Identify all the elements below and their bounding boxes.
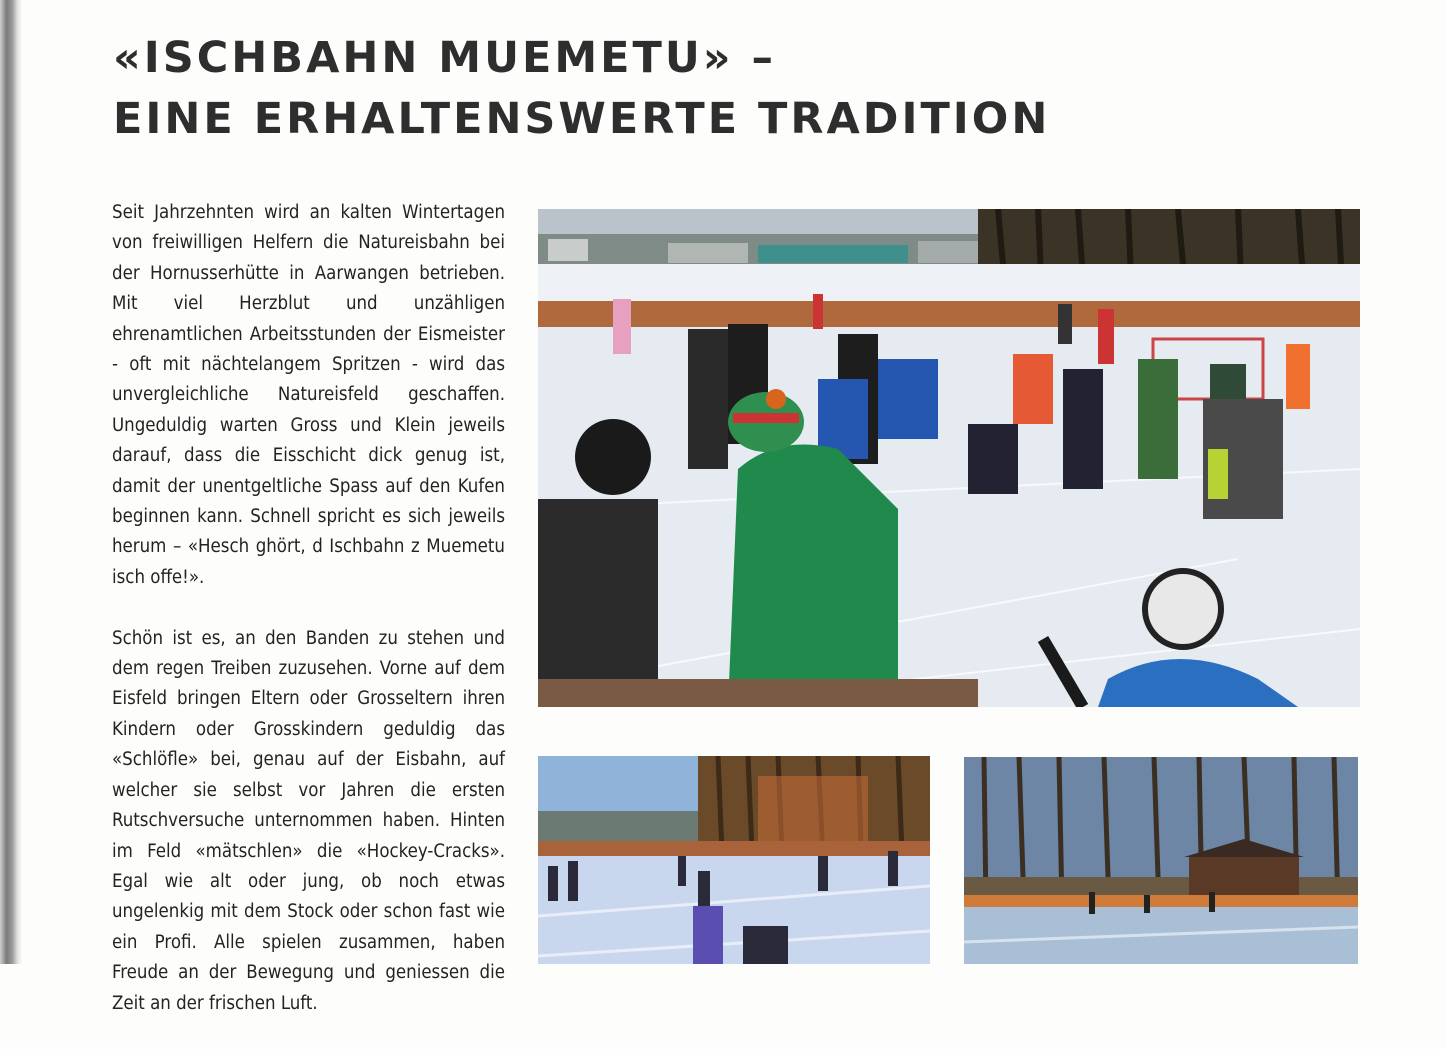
ice-rink-photo-main — [538, 209, 1360, 707]
paragraph-2: Schön ist es, an den Banden zu stehen und dem regen Treiben zuzusehen. Vorne auf dem Eisfeld bringen Eltern oder Grosseltern ihren Kindern oder Grosskindern geduldig das «Schlöfle» bei, genau auf der Eisbahn, auf welcher sie selbst vor Jahren die ersten Rutschversuche unternommen haben. Hinten im Feld «mätschlen» die «Hockey-Cracks». Egal wie alt oder jung, ob noch etwas ungelenkig mit dem Stock oder schon fast wie ein Profi. Alle spielen zusammen, haben Freude an der Bewegung und geniessen die Zeit an der frischen Luft. — [112, 627, 505, 1014]
scan-edge — [0, 0, 22, 964]
ice-rink-photo-bottom-left — [538, 756, 930, 964]
title-line-1: «ISCHBAHN MUEMETU» – — [113, 33, 777, 83]
ice-rink-photo-bottom-right — [964, 757, 1358, 964]
paragraph-1: Seit Jahrzehnten wird an kalten Wintertagen von freiwilligen Helfern die Natureisbahn bei der Hornusserhütte in Aarwangen betrieben. Mit viel Herzblut und unzähligen ehrenamtlichen Arbeitsstunden der Eismeister - oft mit nächtelangem Spritzen - wird das unvergleichliche Natureisfeld geschaffen. Ungeduldig warten Gross und Klein jeweils darauf, dass die Eisschicht dick genug ist, damit der unentgeltliche Spass auf den Kufen beginnen kann. Schnell spricht es sich jeweils herum – «Hesch ghört, d Ischbahn z Muemetu isch offe!». — [112, 202, 505, 588]
article-title — [113, 28, 1050, 150]
title-line-2: EINE ERHALTENSWERTE TRADITION — [113, 94, 1051, 144]
article-body — [112, 198, 505, 1049]
